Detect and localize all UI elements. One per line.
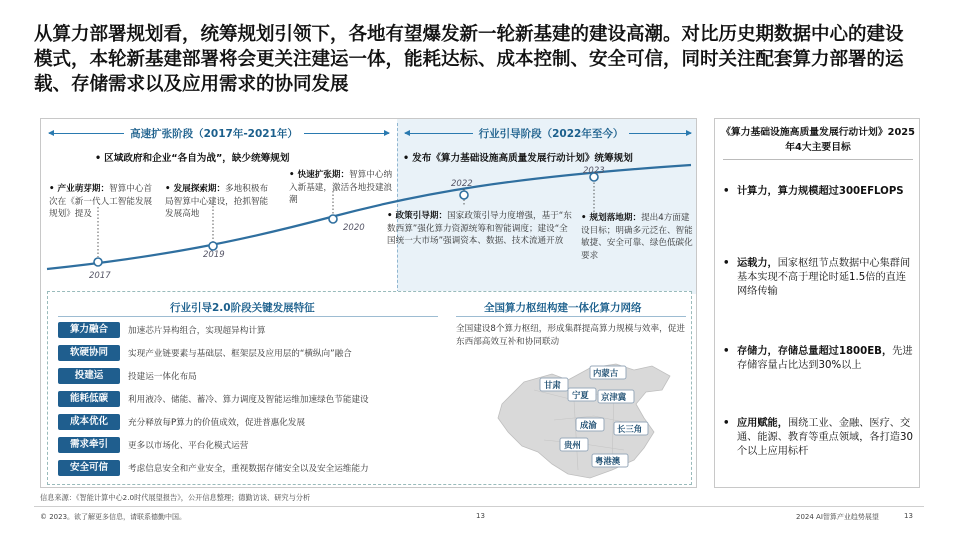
page-number: 13 xyxy=(904,512,913,520)
feature-row xyxy=(58,368,197,384)
hub-jingjinji: 京津冀 xyxy=(601,392,627,402)
features-section xyxy=(47,291,692,485)
timeline-panel xyxy=(40,118,697,488)
note-budding-period: • 产业萌芽期：智算中心首次在《新一代人工智能发展规划》提及 xyxy=(49,184,153,219)
page-headline: 从算力部署规划看，统筹规划引领下，各地有望爆发新一轮新基建的建设高潮。对比历史期数据中心的建设模式，本轮新基建部署将会更关注建运一体，能耗达标、成本控制、安全可信，同时关注配套算力部署的运载、存储需求以及应用需求的协同发展 xyxy=(34,24,904,95)
note-expansion-period: • 快速扩张期：智算中心纳入新基建，激活各地投建浪潮 xyxy=(289,170,393,205)
feature-row xyxy=(58,345,352,361)
network-description: 全国建设8个算力枢纽，形成集群提高算力规模与效率，促进东西部高效互补和协同联动 xyxy=(456,324,685,347)
bullet-icon: • xyxy=(723,418,730,429)
year-2020: 2020 xyxy=(343,223,365,233)
action-plan-panel xyxy=(714,118,920,488)
bullet-icon: • xyxy=(723,346,730,357)
feature-row xyxy=(58,322,266,338)
year-2019: 2019 xyxy=(203,250,225,260)
hub-chengyu: 成渝 xyxy=(580,420,597,430)
goal-item: • 应用赋能，围绕工业、金融、医疗、交通、能源、教育等重点领域，各打造30个以上应用标杆 xyxy=(723,418,913,457)
feature-row xyxy=(58,414,305,430)
note-exploration-period: • 发展探索期：多地积极布局智算中心建设，抢抓智能发展高地 xyxy=(165,184,269,219)
milestone-2019 xyxy=(209,242,217,250)
network-title: 全国算力枢纽构建一体化算力网络 xyxy=(484,302,642,314)
feature-desc: 加速芯片异构组合，实现超异构计算 xyxy=(128,326,266,336)
source-note: 信息来源：《智能计算中心2.0时代展望报告》，公开信息整理；德勤访谈、研究与分析 xyxy=(40,493,311,502)
feature-desc: 考虑信息安全和产业安全，重视数据存储安全以及安全运维能力 xyxy=(128,464,369,474)
feature-row xyxy=(58,460,369,476)
feature-tag: 能耗低碳 xyxy=(58,391,120,407)
year-2023: 2023 xyxy=(583,166,605,176)
note-policy-period: • 政策引导期：国家政策引导力度增强，基于“东数西算”强化算力资源统筹和智能调度；建设“全国统一大市场”强调资本、数据、技术流通开放 xyxy=(387,211,572,246)
hub-inner-mongolia: 内蒙古 xyxy=(593,368,619,378)
phase-1-label: 高速扩张阶段（2017年-2021年） xyxy=(49,125,379,143)
features-title: 行业引导2.0阶段关键发展特征 xyxy=(170,302,315,314)
hub-guizhou: 贵州 xyxy=(564,440,581,450)
feature-tag: 需求牵引 xyxy=(58,437,120,453)
feature-desc: 更多以市场化、平台化模式运营 xyxy=(128,441,249,451)
features-title-rule xyxy=(58,316,438,317)
footer-rule xyxy=(34,506,924,507)
year-2022: 2022 xyxy=(451,179,473,189)
hub-yangtze-delta: 长三角 xyxy=(617,424,643,434)
bullet-icon: • xyxy=(723,258,730,269)
goal-item: • 运载力，国家枢纽节点数据中心集群间基本实现不高于理论时延1.5倍的直连网络传输 xyxy=(723,258,911,297)
report-title: 2024 AI智算产业趋势展望 xyxy=(796,513,879,521)
feature-row xyxy=(58,437,248,453)
milestone-2020 xyxy=(329,215,337,223)
hub-gansu: 甘肃 xyxy=(544,380,561,390)
network-title-rule xyxy=(456,316,686,317)
goal-item: • 存储力，存储总量超过1800EB，先进存储容量占比达到30%以上 xyxy=(723,346,913,371)
hub-ningxia: 宁夏 xyxy=(572,390,589,400)
note-implementation-period: • 规划落地期：提出4方面建设目标；明确多元泛在、智能敏捷、安全可靠、绿色低碳化要求 xyxy=(581,213,693,261)
bullet-icon: • xyxy=(723,186,730,197)
feature-tag: 安全可信 xyxy=(58,460,120,476)
phase2-summary: • 发布《算力基础设施高质量发展行动计划》统筹规划 xyxy=(403,153,633,164)
year-2017: 2017 xyxy=(89,271,111,281)
phase1-summary: • 区域政府和企业“各自为战”，缺少统筹规划 xyxy=(95,153,290,164)
china-hub-map xyxy=(494,360,684,482)
feature-desc: 实现产业链要素与基础层、框架层及应用层的“横纵向”融合 xyxy=(128,349,352,359)
feature-row xyxy=(58,391,369,407)
action-plan-rule xyxy=(723,159,913,160)
hub-gba: 粤港澳 xyxy=(595,456,621,466)
phase-2-label: 行业引导阶段（2022年至今） xyxy=(411,125,691,143)
feature-tag: 算力融合 xyxy=(58,322,120,338)
milestone-2017 xyxy=(94,258,102,266)
feature-tag: 投建运 xyxy=(58,368,120,384)
feature-tag: 软硬协同 xyxy=(58,345,120,361)
center-page-number: 13 xyxy=(476,512,485,520)
copyright: © 2023。欲了解更多信息，请联系德勤中国。 xyxy=(40,513,187,521)
goal-item: • 计算力，算力规模超过300EFLOPS xyxy=(723,186,904,197)
milestone-2022 xyxy=(460,191,468,199)
feature-desc: 利用液冷、储能、蓄冷、算力调度及智能运维加速绿色节能建设 xyxy=(128,395,369,405)
action-plan-title: 《算力基础设施高质量发展行动计划》2025年4大主要目标 xyxy=(721,127,915,153)
feature-tag: 成本优化 xyxy=(58,414,120,430)
feature-desc: 充分释放每P算力的价值成效，促进普惠化发展 xyxy=(128,418,306,428)
feature-desc: 投建运一体化布局 xyxy=(128,372,197,382)
